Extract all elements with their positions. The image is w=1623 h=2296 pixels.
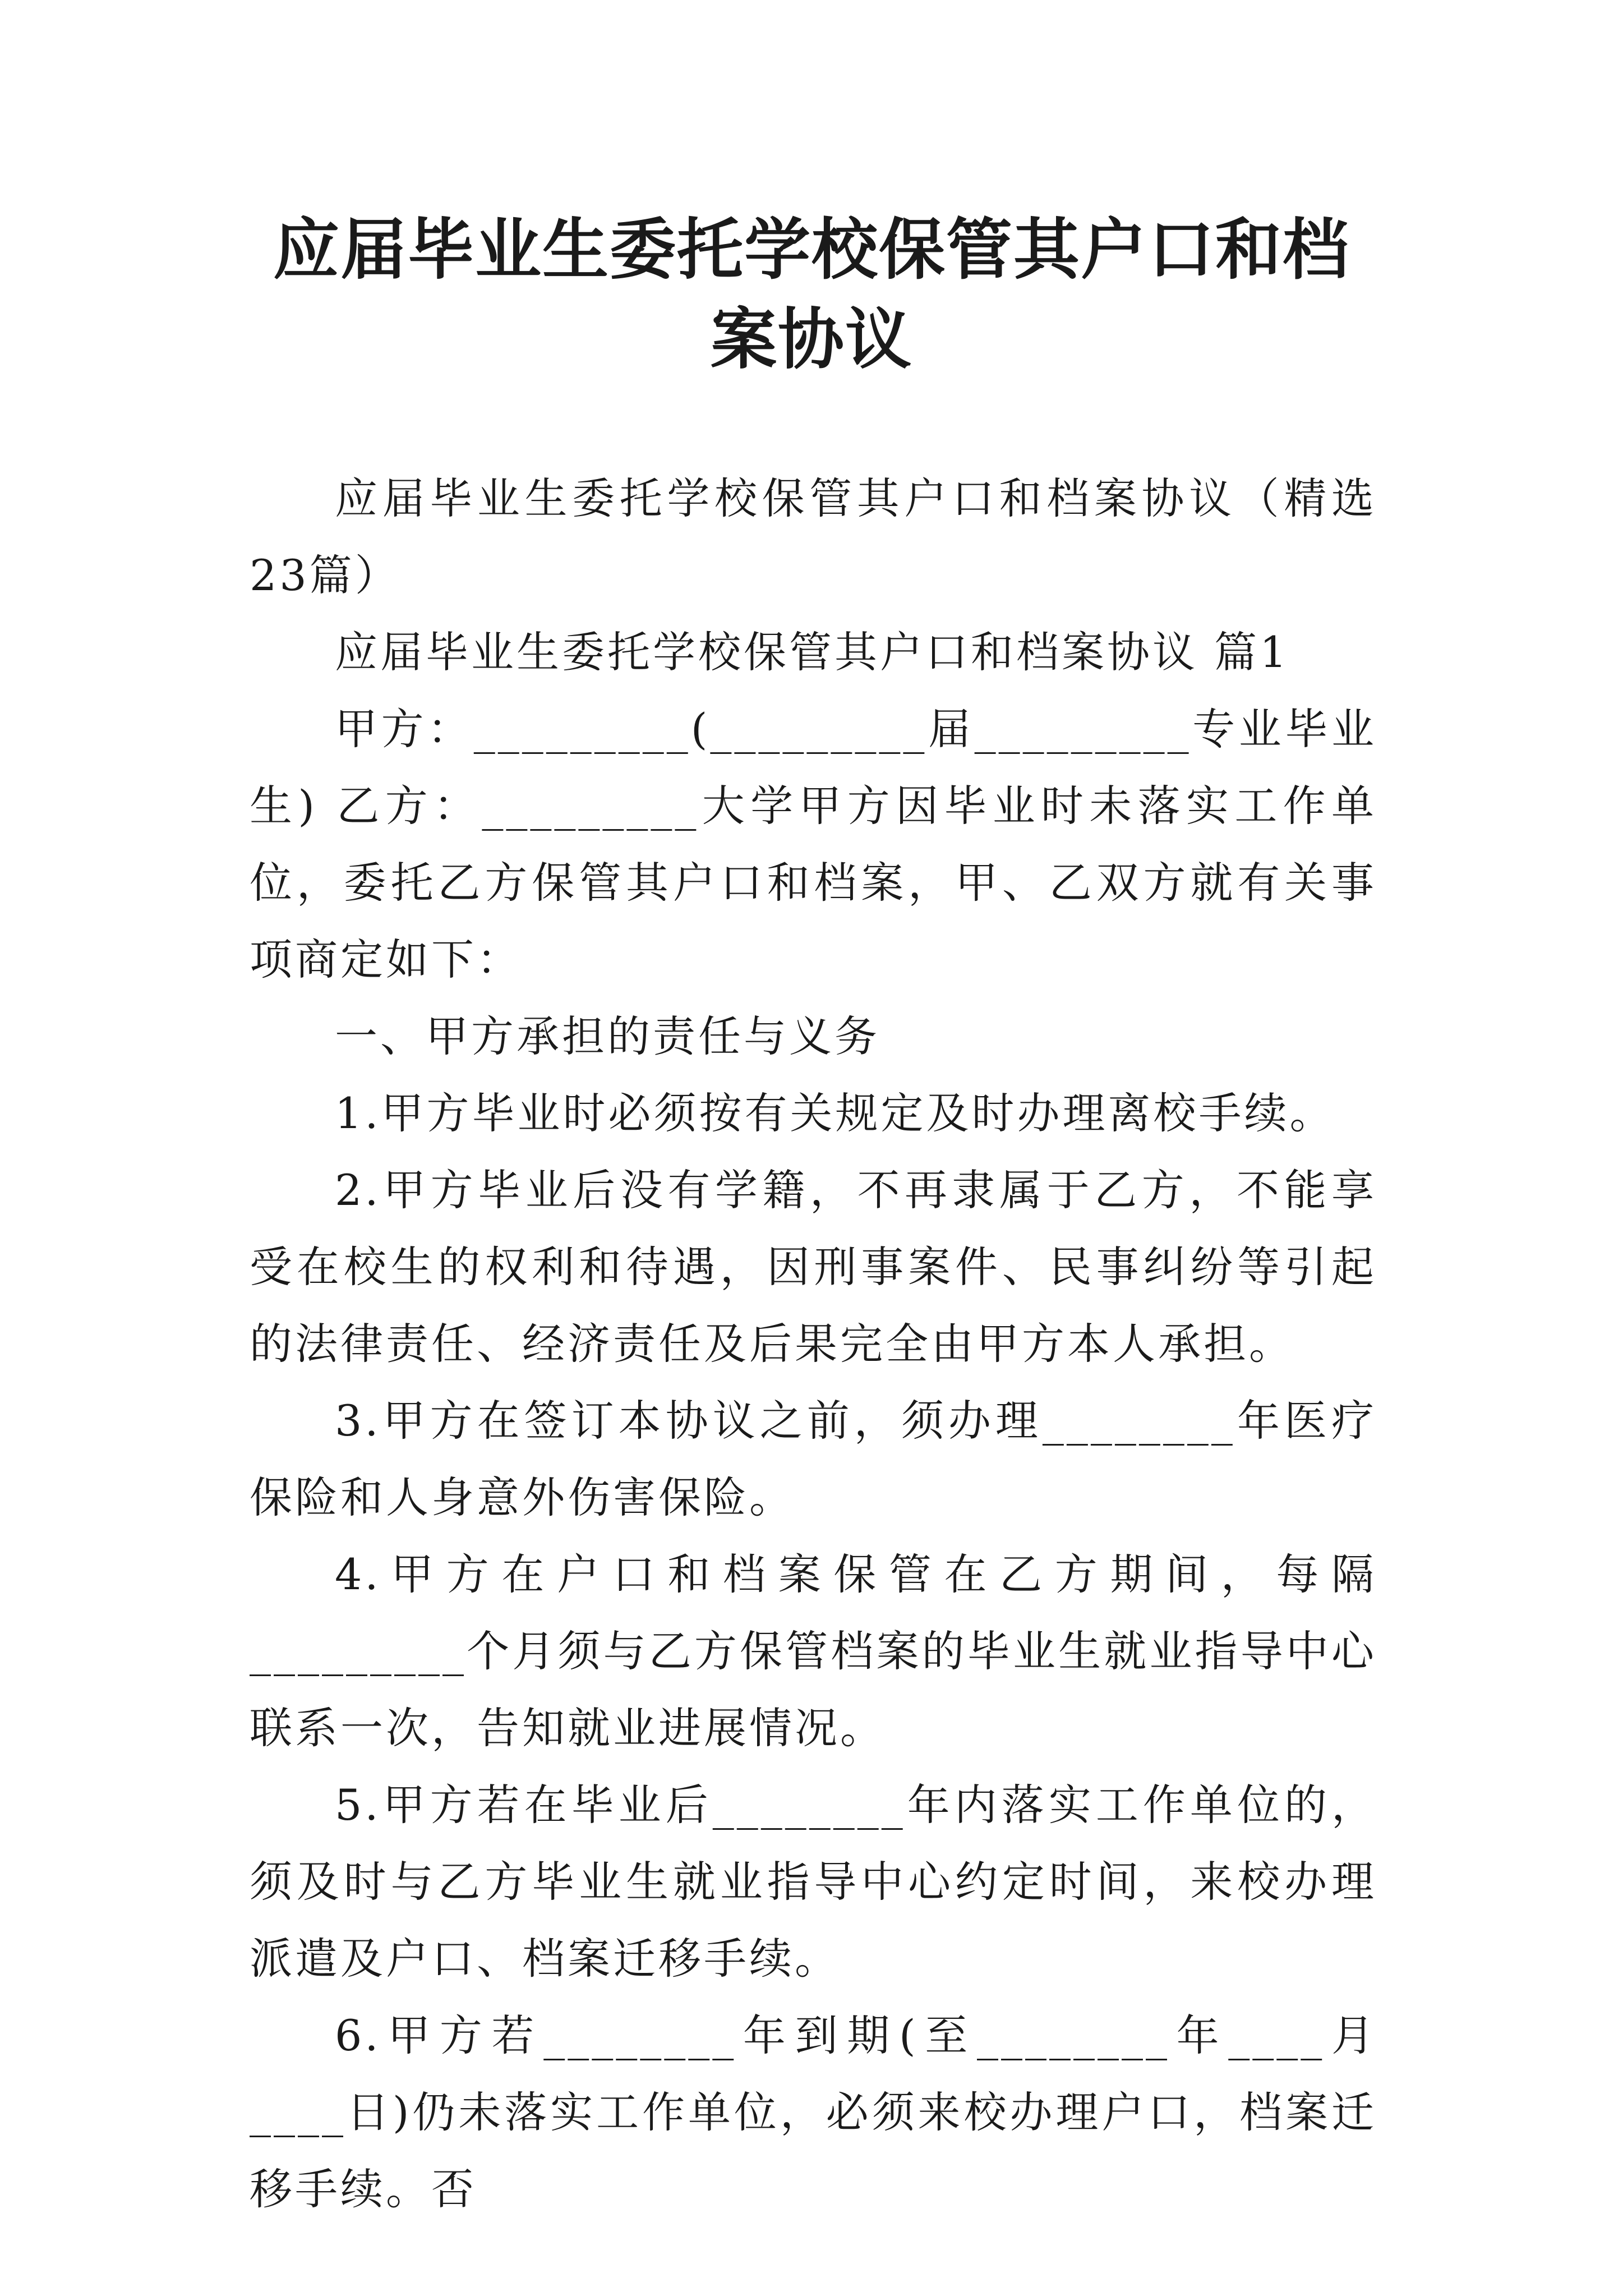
section-heading: 一、甲方承担的责任与义务: [335, 1011, 880, 1061]
paragraph: 5.甲方若在毕业后________年内落实工作单位的，须及时与乙方毕业生就业指导中心约定时间，来校办理派遣及户口、档案迁移手续。: [250, 1780, 1377, 1984]
paragraph: 应届毕业生委托学校保管其户口和档案协议 篇1: [335, 627, 1290, 677]
paragraph: 3.甲方在签订本协议之前，须办理________年医疗保险和人身意外伤害保险。: [250, 1396, 1377, 1522]
paragraph: 4.甲方在户口和档案保管在乙方期间，每隔_________个月须与乙方保管档案的毕业生就业指导中心联系一次，告知就业进展情况。: [250, 1549, 1377, 1753]
paragraph: 甲方：_________(_________届_________专业毕业生) 乙方：_________大学甲方因毕业时未落实工作单位，委托乙方保管其户口和档案，甲、乙双方就有关事项商定如下：: [250, 704, 1377, 984]
paragraph: 2.甲方毕业后没有学籍，不再隶属于乙方，不能享受在校生的权利和待遇，因刑事案件、民事纠纷等引起的法律责任、经济责任及后果完全由甲方本人承担。: [250, 1165, 1377, 1369]
document-body: [250, 460, 1377, 2228]
paragraph: 1.甲方毕业时必须按有关规定及时办理离校手续。: [335, 1088, 1335, 1138]
document-title: 应届毕业生委托学校保管其户口和档案协议: [273, 211, 1350, 378]
paragraph: 应届毕业生委托学校保管其户口和档案协议（精选23篇）: [250, 473, 1377, 600]
paragraph: 6.甲方若________年到期(至________年____月____日)仍未落实工作单位，必须来校办理户口，档案迁移手续。否: [250, 2010, 1377, 2214]
